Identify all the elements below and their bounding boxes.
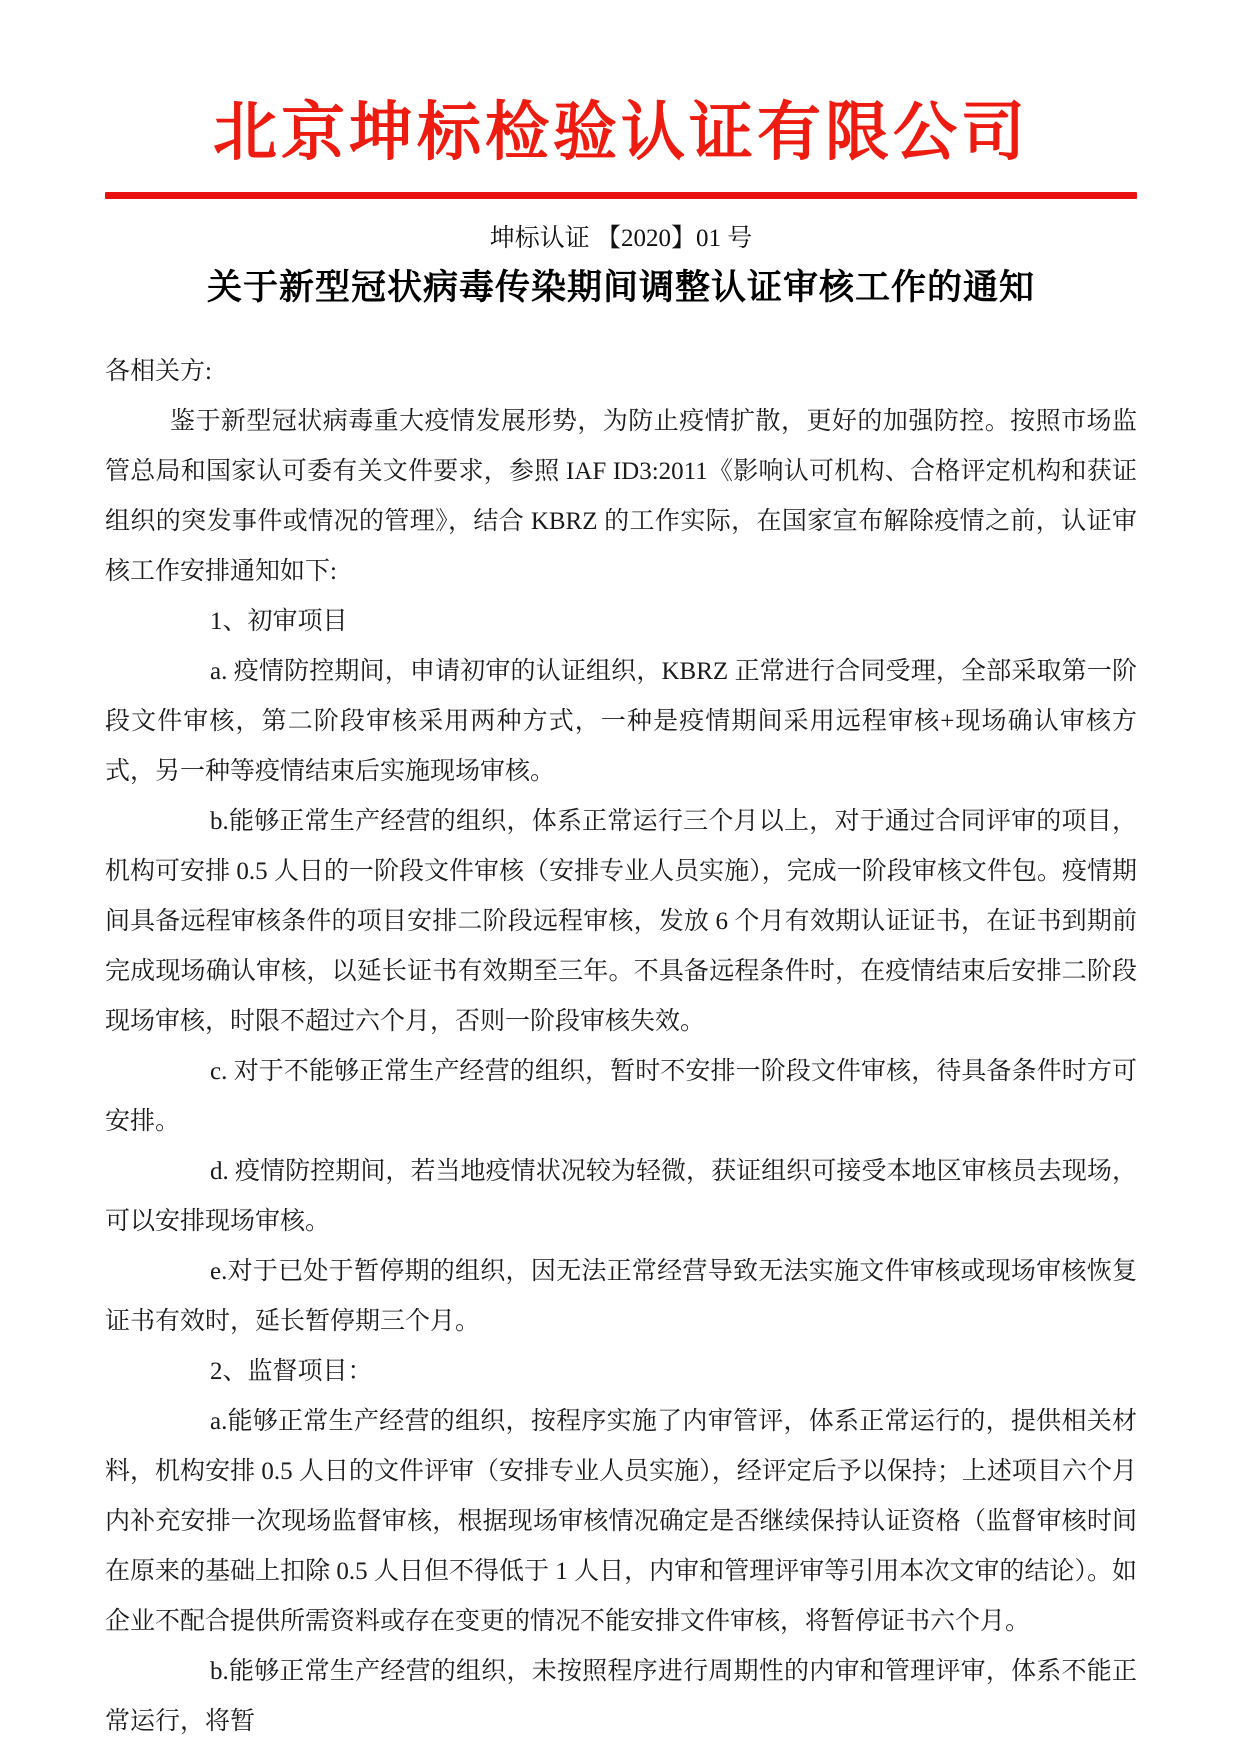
paragraph-para: 鉴于新型冠状病毒重大疫情发展形势，为防止疫情扩散，更好的加强防控。按照市场监管总局和国家认可委有关文件要求，参照 IAF ID3:2011《影响认可机构、合格评定机构和获证组织的突发事件或情况的管理》，结合 KBRZ 的工作实际，在国家宣布解除疫情之前，认证审核工作安排通知如下: <box>105 408 1137 585</box>
paragraph-list: 2、监督项目： <box>210 1358 373 1385</box>
document-number: 坤标认证 【2020】01 号 <box>489 225 753 252</box>
paragraph-list-para: c. 对于不能够正常生产经营的组织，暂时不安排一阶段文件审核，待具备条件时方可安排。 <box>105 1058 1137 1135</box>
paragraph-list: 1、初审项目 <box>210 608 348 635</box>
paragraph-list-para: b.能够正常生产经营的组织，体系正常运行三个月以上，对于通过合同评审的项目，机构可安排 0.5 人日的一阶段文件审核（安排专业人员实施），完成一阶段审核文件包。疫情期间具备远程审核条件的项目安排二阶段远程审核，发放 6 个月有效期认证证书，在证书到期前完成现场确认审核，以延长证书有效期至三年。不具备远程条件时，在疫情结束后安排二阶段现场审核，时限不超过六个月，否则一阶段审核失效。 <box>105 808 1137 1035</box>
header-divider-rule <box>105 192 1137 199</box>
document-content <box>53 96 1189 1747</box>
paragraph-list-para: a.能够正常生产经营的组织，按程序实施了内审管评，体系正常运行的，提供相关材料，机构安排 0.5 人日的文件评审（安排专业人员实施），经评定后予以保持；上述项目六个月内补充安排一次现场监督审核，根据现场审核情况确定是否继续保持认证资格（监督审核时间在原来的基础上扣除 0.5 人日但不得低于 1 人日，内审和管理评审等引用本次文审的结论）。如企业不配合提供所需资料或存在变更的情况不能安排文件审核，将暂停证书六个月。 <box>105 1408 1137 1635</box>
paragraph-list-para: e.对于已处于暂停期的组织，因无法正常经营导致无法实施文件审核或现场审核恢复证书有效时，延长暂停期三个月。 <box>105 1258 1137 1335</box>
paragraph-list-para: a. 疫情防控期间，申请初审的认证组织，KBRZ 正常进行合同受理，全部采取第一阶段文件审核，第二阶段审核采用两种方式，一种是疫情期间采用远程审核+现场确认审核方式，另一种等疫情结束后实施现场审核。 <box>105 658 1137 785</box>
paragraph-list-para: d. 疫情防控期间，若当地疫情状况较为轻微，获证组织可接受本地区审核员去现场，可以安排现场审核。 <box>105 1158 1137 1235</box>
paragraph-salutation: 各相关方: <box>105 358 212 385</box>
document-title: 关于新型冠状病毒传染期间调整认证审核工作的通知 <box>206 268 1035 307</box>
company-name-header: 北京坤标检验认证有限公司 <box>213 97 1029 168</box>
document-body <box>105 347 1137 1747</box>
paragraph-list-para: b.能够正常生产经营的组织，未按照程序进行周期性的内审和管理评审，体系不能正常运行，将暂 <box>105 1658 1137 1735</box>
